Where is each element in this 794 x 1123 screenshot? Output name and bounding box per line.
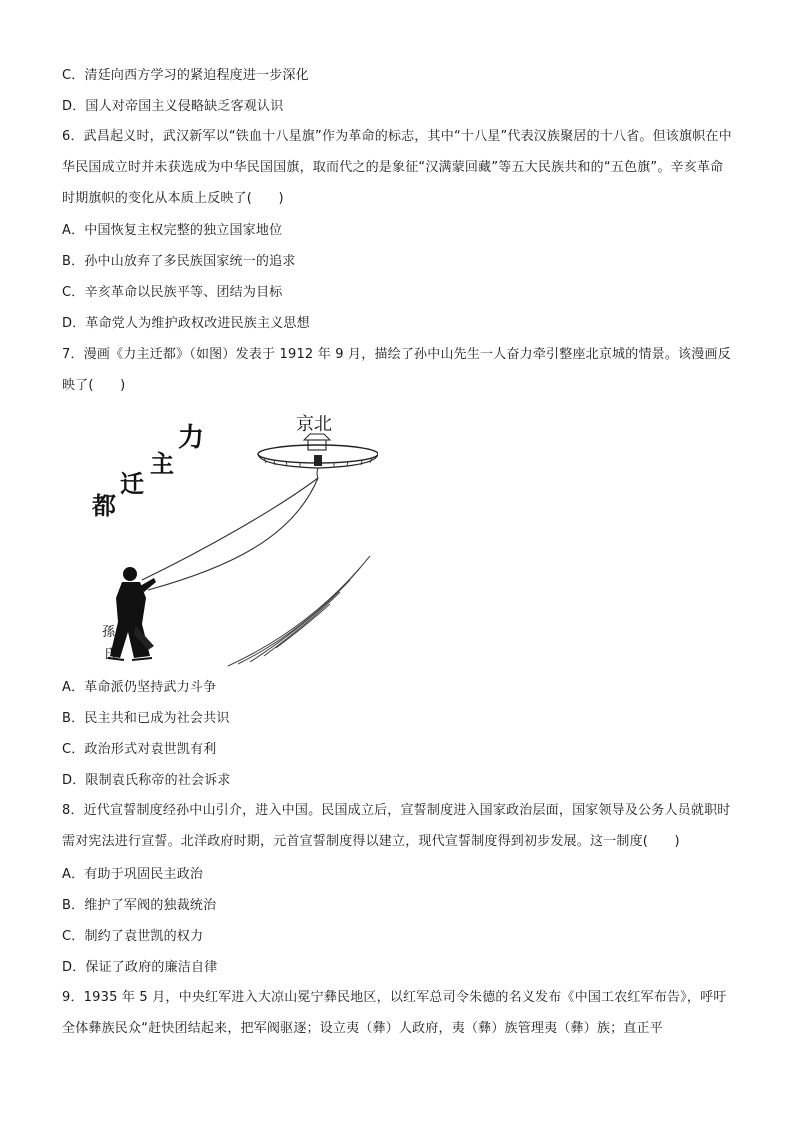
ground-lines <box>228 556 370 666</box>
q7-option-d: D．限制袁氏称帝的社会诉求 <box>62 773 231 788</box>
q8-option-b: B．维护了军阀的独裁统治 <box>62 898 217 913</box>
person-label-2: 氏 <box>104 647 118 662</box>
q8-stem: 8．近代宣誓制度经孙中山引介，进入中国。民国成立后，宣誓制度进入国家政治层面，国家领导及公务人员就职时需对宪法进行宣誓。北洋政府时期，元首宣誓制度得以建立，现代宣誓制度得到初步发展。这一制度( ) <box>62 803 731 849</box>
cartoon-illustration <box>78 408 378 670</box>
q5-option-c: C．清廷向西方学习的紧迫程度进一步深化 <box>62 68 309 83</box>
sun-yat-sen-figure <box>102 567 156 662</box>
q7-option-c: C．政治形式对袁世凯有利 <box>62 742 217 757</box>
q6-option-d: D．革命党人为维护政权改进民族主义思想 <box>62 316 310 331</box>
city-label: 京北 <box>296 414 332 435</box>
q7-stem: 7．漫画《力主迁都》（如图）发表于 1912 年 9 月，描绘了孙中山先生一人奋力牵引整座北京城的情景。该漫画反映了( ) <box>62 347 731 393</box>
title-char-3: 迁 <box>120 469 144 498</box>
q8-option-d: D．保证了政府的廉洁自律 <box>62 960 218 975</box>
cartoon-figure <box>78 408 378 670</box>
q7-option-a: A．革命派仍坚持武力斗争 <box>62 680 217 695</box>
q8-option-c: C．制约了袁世凯的权力 <box>62 929 204 944</box>
q5-option-d: D．国人对帝国主义侵略缺乏客观认识 <box>62 99 284 114</box>
q6-option-c: C．辛亥革命以民族平等、团结为目标 <box>62 285 283 300</box>
title-char-1: 力 <box>178 423 205 453</box>
q6-option-a: A．中国恢复主权完整的独立国家地位 <box>62 223 283 238</box>
person-label-1: 孫 <box>102 625 116 640</box>
q6-stem: 6．武昌起义时，武汉新军以“铁血十八星旗”作为革命的标志，其中“十八星”代表汉族聚居的十八省。但该旗帜在中华民国成立时并未获选成为中华民国国旗，取而代之的是象征“汉满蒙回藏”等五大民族共和的“五色旗”。辛亥革命时期旗帜的变化从本质上反映了( ) <box>62 129 732 206</box>
q9-stem: 9．1935 年 5 月，中央红军进入大凉山冕宁彝民地区，以红军总司令朱德的名义发布《中国工农红军布告》，呼吁全体彝族民众“赶快团结起来，把军阀驱逐；设立夷（彝）人政府，夷（彝）族管理夷（彝）族；直正平 <box>62 990 727 1036</box>
q8-option-a: A．有助于巩固民主政治 <box>62 867 204 882</box>
q7-option-b: B．民主共和已成为社会共识 <box>62 711 230 726</box>
title-char-4: 都 <box>92 491 116 520</box>
q6-option-b: B．孙中山放弃了多民族国家统一的追求 <box>62 254 296 269</box>
tow-ropes <box>142 478 318 590</box>
beijing-city-drawing <box>258 414 378 478</box>
title-char-2: 主 <box>150 449 174 478</box>
